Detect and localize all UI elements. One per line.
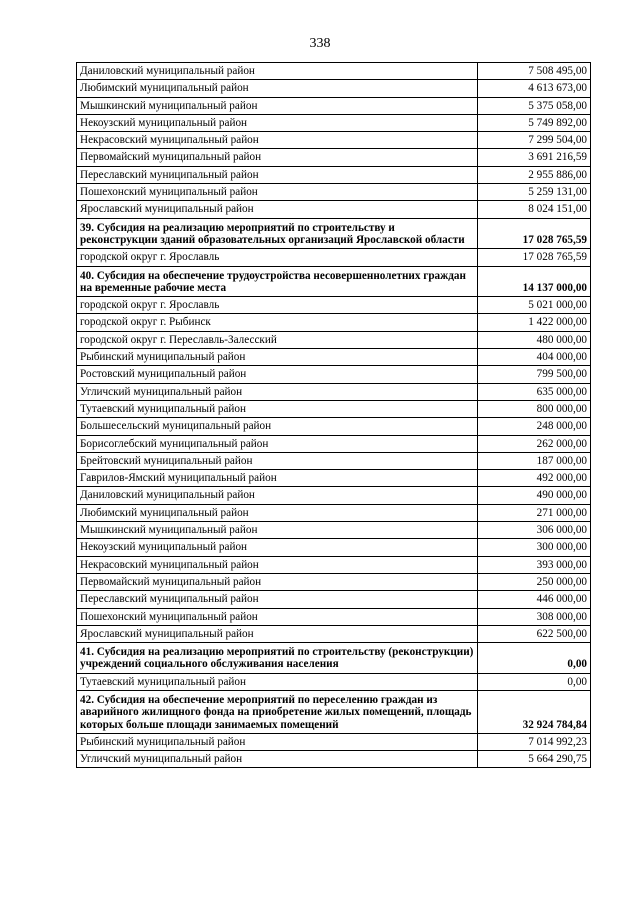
table-row (77, 522, 591, 539)
municipality-name: Мышкинский муниципальный район (77, 97, 478, 114)
section-title: 42. Субсидия на обеспечение мероприятий по переселению граждан из аварийного жилищного фонда на приобретение жилых помещений, площадь которых больше площади занимаемых помещений (77, 690, 478, 733)
municipality-name: Даниловский муниципальный район (77, 63, 478, 80)
municipality-name: Рыбинский муниципальный район (77, 349, 478, 366)
amount-cell: 3 691 216,59 (478, 149, 591, 166)
section-header-row (77, 218, 591, 249)
table-row (77, 166, 591, 183)
amount-cell: 635 000,00 (478, 383, 591, 400)
table-row (77, 418, 591, 435)
section-total-amount: 0,00 (478, 643, 591, 674)
amount-cell: 446 000,00 (478, 591, 591, 608)
table-row (77, 97, 591, 114)
table-row (77, 114, 591, 131)
table-row (77, 673, 591, 690)
table-row (77, 556, 591, 573)
section-header-row (77, 643, 591, 674)
amount-cell: 5 259 131,00 (478, 184, 591, 201)
amount-cell: 5 664 290,75 (478, 751, 591, 768)
municipality-name: Ярославский муниципальный район (77, 625, 478, 642)
municipality-name: Угличский муниципальный район (77, 751, 478, 768)
table-row (77, 504, 591, 521)
municipality-name: городской округ г. Переславль-Залесский (77, 331, 478, 348)
municipality-name: Некрасовский муниципальный район (77, 132, 478, 149)
table-row (77, 470, 591, 487)
amount-cell: 306 000,00 (478, 522, 591, 539)
municipality-name: Большесельский муниципальный район (77, 418, 478, 435)
municipality-name: городской округ г. Ярославль (77, 297, 478, 314)
section-header-row (77, 266, 591, 297)
municipality-name: Переславский муниципальный район (77, 591, 478, 608)
municipality-name: Первомайский муниципальный район (77, 573, 478, 590)
amount-cell: 250 000,00 (478, 573, 591, 590)
amount-cell: 7 014 992,23 (478, 733, 591, 750)
amount-cell: 480 000,00 (478, 331, 591, 348)
table-row (77, 452, 591, 469)
table-row (77, 314, 591, 331)
amount-cell: 8 024 151,00 (478, 201, 591, 218)
amount-cell: 4 613 673,00 (478, 80, 591, 97)
subsidy-table-body (77, 63, 591, 768)
table-row (77, 184, 591, 201)
amount-cell: 622 500,00 (478, 625, 591, 642)
amount-cell: 799 500,00 (478, 366, 591, 383)
table-row (77, 591, 591, 608)
amount-cell: 404 000,00 (478, 349, 591, 366)
table-row (77, 608, 591, 625)
table-row (77, 733, 591, 750)
table-row (77, 132, 591, 149)
amount-cell: 393 000,00 (478, 556, 591, 573)
table-row (77, 625, 591, 642)
table-row (77, 435, 591, 452)
amount-cell: 187 000,00 (478, 452, 591, 469)
amount-cell: 5 749 892,00 (478, 114, 591, 131)
table-row (77, 751, 591, 768)
amount-cell: 5 375 058,00 (478, 97, 591, 114)
municipality-name: Пошехонский муниципальный район (77, 608, 478, 625)
section-total-amount: 14 137 000,00 (478, 266, 591, 297)
municipality-name: Угличский муниципальный район (77, 383, 478, 400)
amount-cell: 1 422 000,00 (478, 314, 591, 331)
table-row (77, 539, 591, 556)
table-row (77, 366, 591, 383)
municipality-name: Любимский муниципальный район (77, 504, 478, 521)
table-row (77, 487, 591, 504)
municipality-name: Ростовский муниципальный район (77, 366, 478, 383)
municipality-name: Пошехонский муниципальный район (77, 184, 478, 201)
amount-cell: 0,00 (478, 673, 591, 690)
section-title: 41. Субсидия на реализацию мероприятий по строительству (реконструкции) учреждений социального обслуживания населения (77, 643, 478, 674)
amount-cell: 7 299 504,00 (478, 132, 591, 149)
amount-cell: 262 000,00 (478, 435, 591, 452)
table-row (77, 249, 591, 266)
amount-cell: 17 028 765,59 (478, 249, 591, 266)
section-header-row (77, 690, 591, 733)
municipality-name: Борисоглебский муниципальный район (77, 435, 478, 452)
table-row (77, 573, 591, 590)
section-title: 40. Субсидия на обеспечение трудоустройства несовершеннолетних граждан на временные рабочие места (77, 266, 478, 297)
amount-cell: 271 000,00 (478, 504, 591, 521)
municipality-name: Мышкинский муниципальный район (77, 522, 478, 539)
section-total-amount: 32 924 784,84 (478, 690, 591, 733)
municipality-name: Рыбинский муниципальный район (77, 733, 478, 750)
municipality-name: Тутаевский муниципальный район (77, 400, 478, 417)
municipality-name: городской округ г. Ярославль (77, 249, 478, 266)
amount-cell: 308 000,00 (478, 608, 591, 625)
municipality-name: Переславский муниципальный район (77, 166, 478, 183)
municipality-name: Брейтовский муниципальный район (77, 452, 478, 469)
municipality-name: Некоузский муниципальный район (77, 539, 478, 556)
municipality-name: Некрасовский муниципальный район (77, 556, 478, 573)
table-row (77, 63, 591, 80)
section-total-amount: 17 028 765,59 (478, 218, 591, 249)
table-row (77, 80, 591, 97)
amount-cell: 5 021 000,00 (478, 297, 591, 314)
amount-cell: 492 000,00 (478, 470, 591, 487)
table-row (77, 297, 591, 314)
municipality-name: Даниловский муниципальный район (77, 487, 478, 504)
table-row (77, 383, 591, 400)
amount-cell: 7 508 495,00 (478, 63, 591, 80)
amount-cell: 248 000,00 (478, 418, 591, 435)
municipality-name: Любимский муниципальный район (77, 80, 478, 97)
page-number: 338 (309, 36, 331, 51)
municipality-name: Первомайский муниципальный район (77, 149, 478, 166)
table-row (77, 149, 591, 166)
amount-cell: 490 000,00 (478, 487, 591, 504)
amount-cell: 300 000,00 (478, 539, 591, 556)
table-row (77, 331, 591, 348)
section-title: 39. Субсидия на реализацию мероприятий по строительству и реконструкции зданий образовательных организаций Ярославской области (77, 218, 478, 249)
amount-cell: 800 000,00 (478, 400, 591, 417)
amount-cell: 2 955 886,00 (478, 166, 591, 183)
table-row (77, 201, 591, 218)
table-row (77, 349, 591, 366)
municipality-name: Некоузский муниципальный район (77, 114, 478, 131)
municipality-name: Ярославский муниципальный район (77, 201, 478, 218)
municipality-name: городской округ г. Рыбинск (77, 314, 478, 331)
subsidy-table (76, 62, 591, 768)
table-row (77, 400, 591, 417)
municipality-name: Гаврилов-Ямский муниципальный район (77, 470, 478, 487)
municipality-name: Тутаевский муниципальный район (77, 673, 478, 690)
